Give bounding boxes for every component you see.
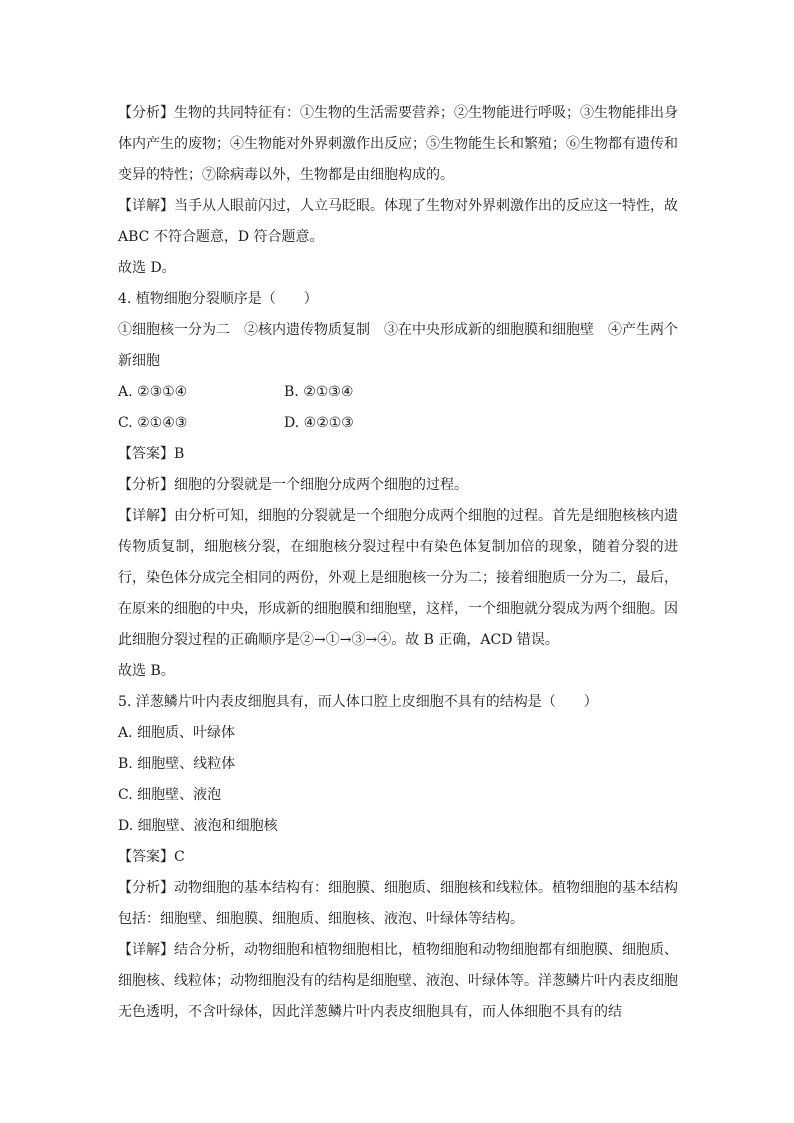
q4-analysis-text: 细胞的分裂就是一个细胞分成两个细胞的过程。: [174, 477, 468, 493]
q5-answer-tag: 【答案】: [118, 849, 174, 865]
q4-stem: 4. 植物细胞分裂顺序是（ ）: [118, 291, 318, 307]
q5-option-b: [118, 749, 678, 780]
q4-option-b-text: ②①③④: [303, 384, 354, 400]
q4-conclusion: 故选 B。: [118, 663, 175, 679]
q4-option-c-text: ②①④③: [137, 415, 188, 431]
q5-option-d-label: D.: [118, 818, 134, 834]
q5-option-c-label: C.: [118, 787, 133, 803]
q5-option-a-label: A.: [118, 725, 133, 741]
q5-analysis-tag: 【分析】: [118, 880, 174, 896]
q3-conclusion: 故选 D。: [118, 260, 176, 276]
q5-answer: [118, 842, 678, 873]
q5-detail-text: 结合分析，动物细胞和植物细胞相比，植物细胞和动物细胞都有细胞膜、细胞质、细胞核、线粒体；动物细胞没有的结构是细胞壁、液泡、叶绿体等。洋葱鳞片叶内表皮细胞无色透明，不含叶绿体，因此洋葱鳞片叶内表皮细胞具有，而人体细胞不具有的结: [118, 942, 678, 1020]
q5-option-a: [118, 718, 678, 749]
q4-answer-value: B: [174, 446, 185, 462]
q5-stem: 5. 洋葱鳞片叶内表皮细胞具有，而人体口腔上皮细胞不具有的结构是（ ）: [118, 694, 598, 710]
q4-detail-text: 由分析可知，细胞的分裂就是一个细胞分成两个细胞的过程。首先是细胞核核内遗传物质复制，细胞核分裂，在细胞核分裂过程中有染色体复制加倍的现象，随着分裂的进行，染色体分成完全相同的两份，外观上是细胞核一分为二；接着细胞质一分为二，最后，在原来的细胞的中央，形成新的细胞膜和细胞壁，这样，一个细胞就分裂成为两个细胞。因此细胞分裂过程的正确顺序是②→①→③→④。故 B 正确，ACD 错误。: [118, 508, 678, 648]
q3-analysis-tag: 【分析】: [118, 105, 174, 121]
q4-option-b: [284, 377, 450, 408]
q3-detail-tag: 【详解】: [118, 198, 174, 214]
q3-analysis: [118, 98, 678, 191]
q4-option-a: [118, 377, 284, 408]
q4-option-a-text: ②③①④: [137, 384, 188, 400]
document-page: [118, 98, 678, 1028]
q5-analysis-text: 动物细胞的基本结构有：细胞膜、细胞质、细胞核和线粒体。植物细胞的基本结构包括：细胞壁、细胞膜、细胞质、细胞核、液泡、叶绿体等结构。: [118, 880, 678, 927]
q5-detail-tag: 【详解】: [118, 942, 174, 958]
q4-options-row-1: [118, 377, 678, 408]
q4-answer-tag: 【答案】: [118, 446, 174, 462]
q3-detail-text: 当手从人眼前闪过，人立马眨眼。体现了生物对外界刺激作出的反应这一特性，故 ABC 不符合题意，D 符合题意。: [118, 198, 678, 245]
q5-analysis: [118, 873, 678, 935]
q4-answer: [118, 439, 678, 470]
q5-option-b-label: B.: [118, 756, 133, 772]
q5-option-a-text: 细胞质、叶绿体: [137, 725, 236, 741]
q4-option-d: [284, 408, 450, 439]
q4-options-row-2: [118, 408, 678, 439]
q5-option-b-text: 细胞壁、线粒体: [137, 756, 236, 772]
q4-steps: ①细胞核一分为二 ②核内遗传物质复制 ③在中央形成新的细胞膜和细胞壁 ④产生两个新细胞: [118, 322, 678, 369]
q4-analysis: [118, 470, 678, 501]
q5-option-c: [118, 780, 678, 811]
q4-option-b-label: B.: [284, 384, 299, 400]
q4-option-c-label: C.: [118, 415, 133, 431]
q5-option-d: [118, 811, 678, 842]
q5-option-c-text: 细胞壁、液泡: [137, 787, 222, 803]
q4-analysis-tag: 【分析】: [118, 477, 174, 493]
q4-option-c: [118, 408, 284, 439]
q3-analysis-text: 生物的共同特征有：①生物的生活需要营养；②生物能进行呼吸；③生物能排出身体内产生的废物；④生物能对外界刺激作出反应；⑤生物能生长和繁殖；⑥生物都有遗传和变异的特性；⑦除病毒以外，生物都是由细胞构成的。: [118, 105, 678, 183]
q4-option-d-text: ④②①③: [303, 415, 354, 431]
q5-option-d-text: 细胞壁、液泡和细胞核: [137, 818, 278, 834]
q5-detail: [118, 935, 678, 1028]
q5-answer-value: C: [174, 849, 185, 865]
q4-option-a-label: A.: [118, 384, 133, 400]
q4-detail-tag: 【详解】: [118, 508, 174, 524]
q3-detail: [118, 191, 678, 253]
q4-option-d-label: D.: [284, 415, 300, 431]
q4-detail: [118, 501, 678, 656]
